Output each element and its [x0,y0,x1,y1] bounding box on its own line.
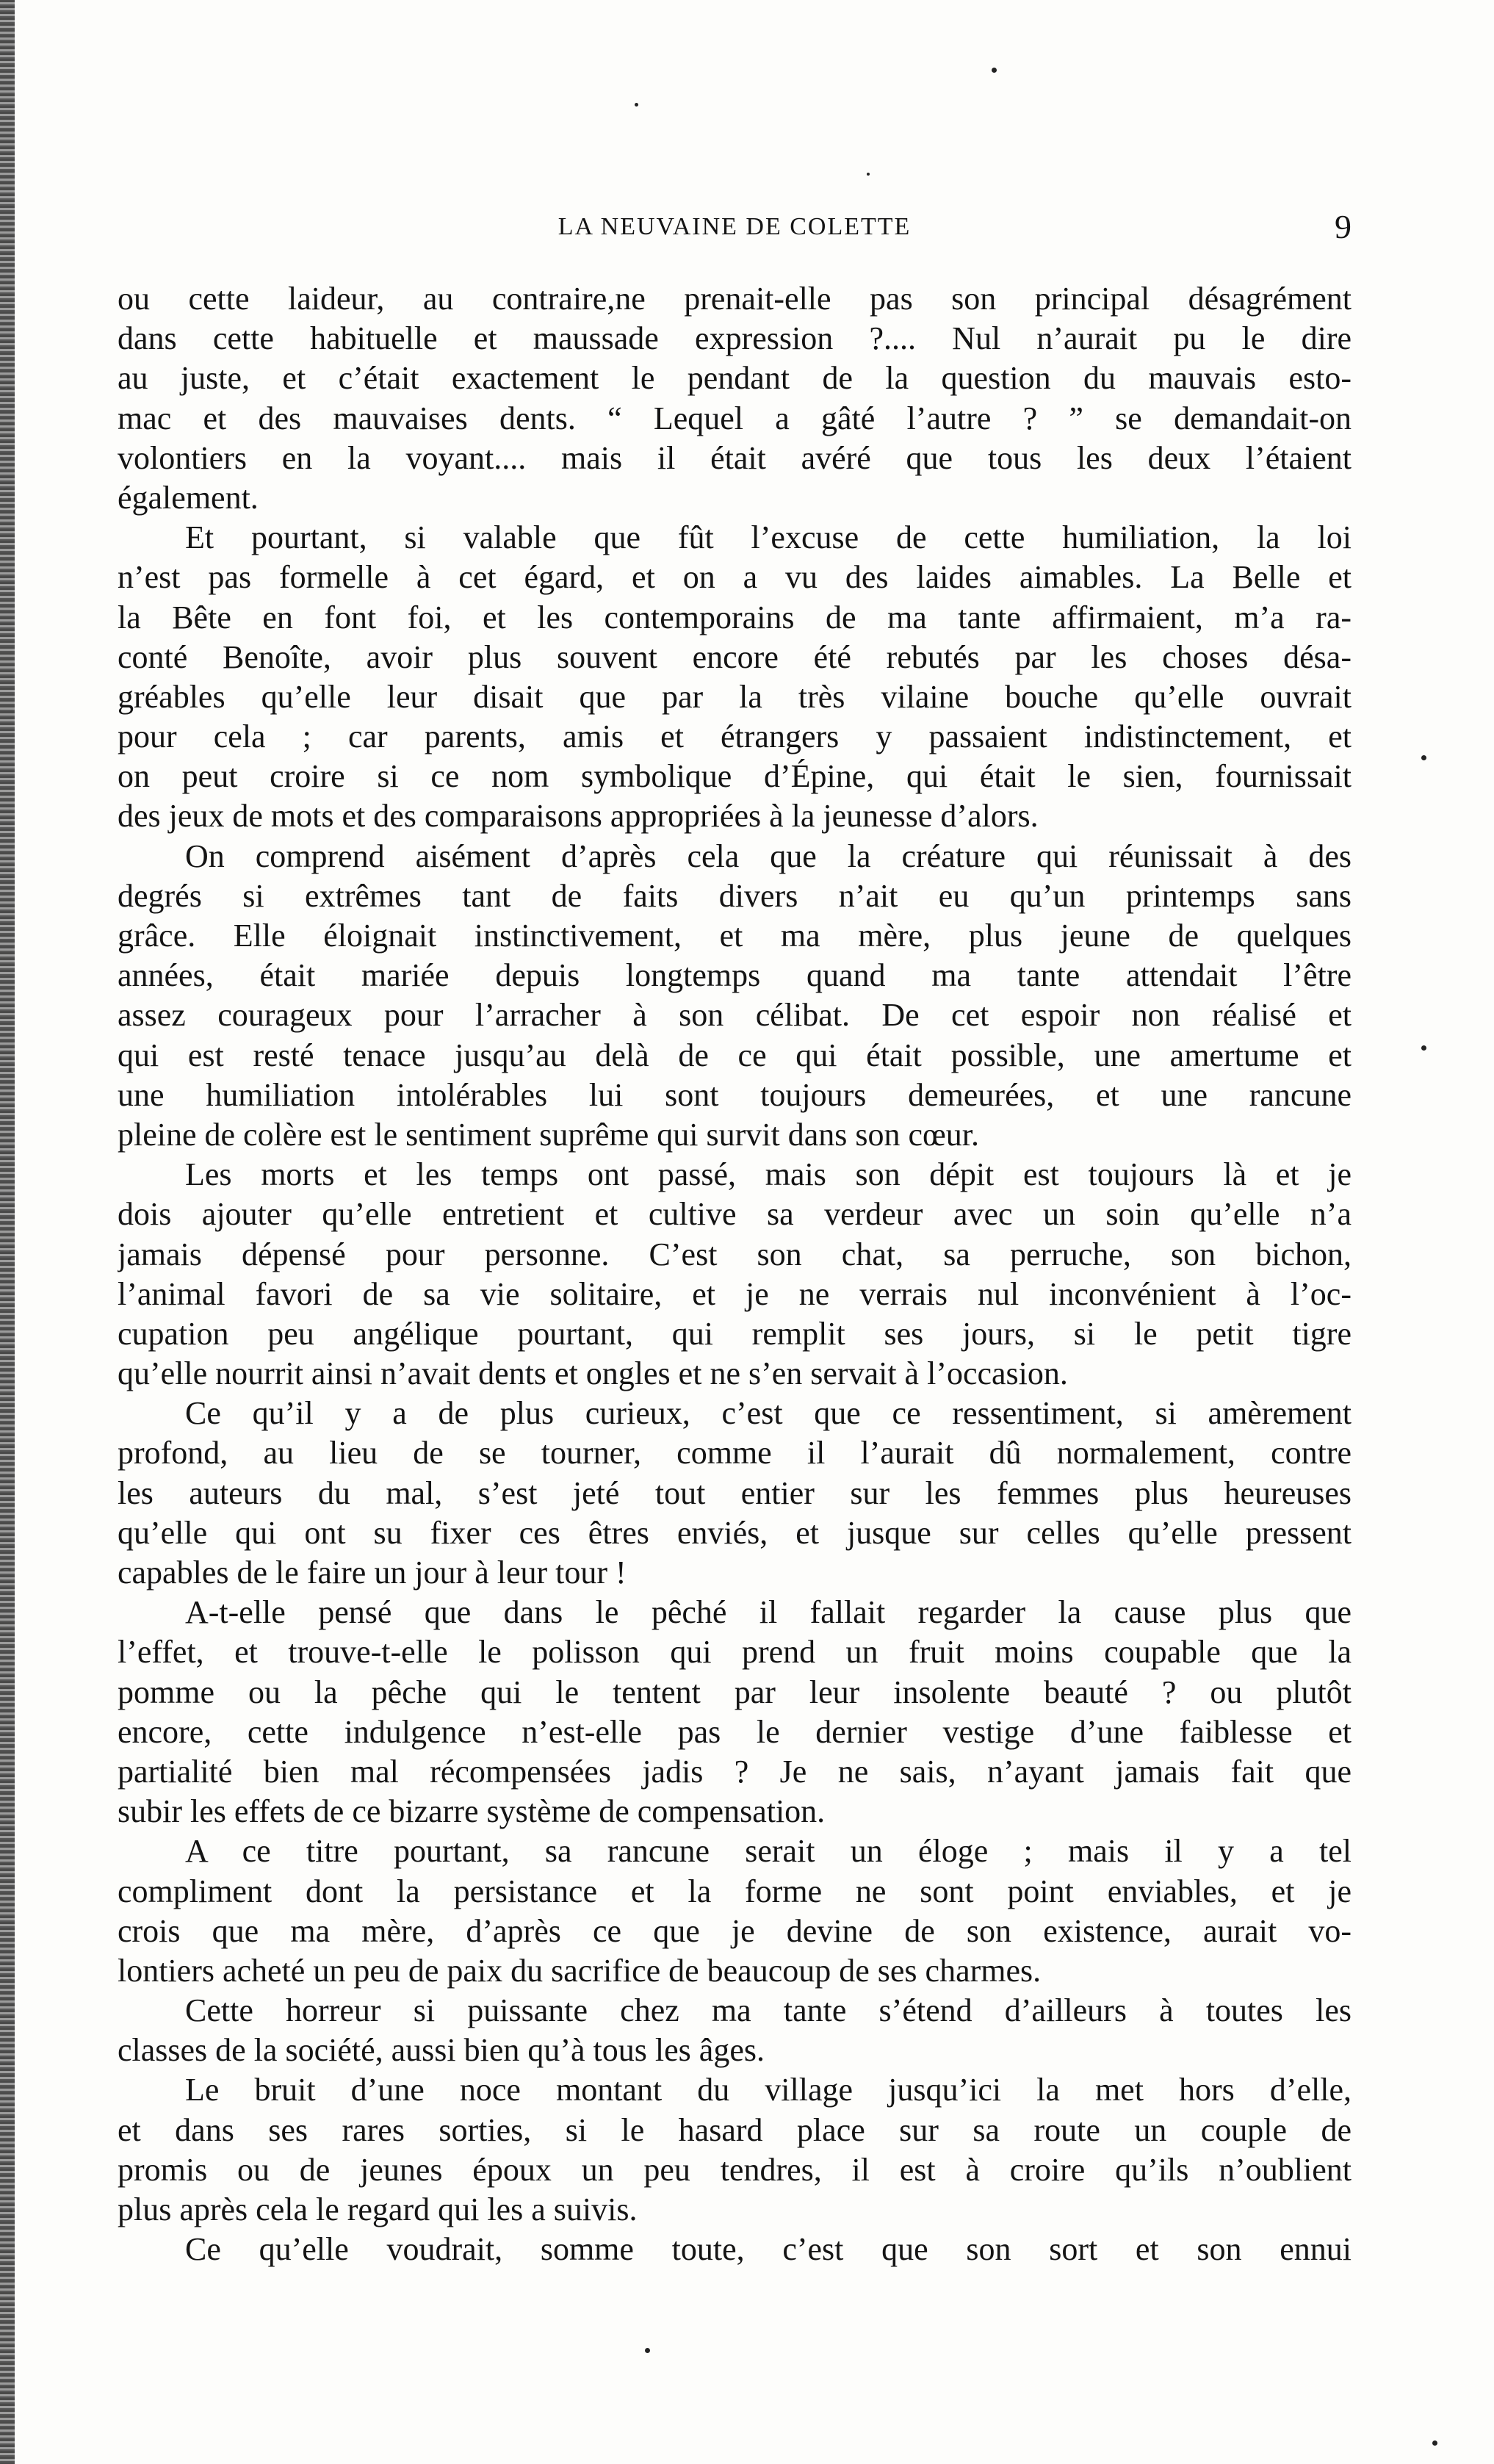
text-line: compliment dont la persistance et la forme ne sont point enviables, et je [118,1873,1352,1909]
body-text [118,279,1352,2269]
ink-speck [1421,755,1426,760]
ink-speck [635,103,638,107]
text-line: années, était mariée depuis longtemps quand ma tante attendait l’être [118,957,1352,994]
text-line: dans cette habituelle et maussade expression ?.... Nul n’aurait pu le dire [118,320,1352,357]
text-line: assez courageux pour l’arracher à son célibat. De cet espoir non réalisé et [118,997,1352,1034]
text-line: Ce qu’elle voudrait, somme toute, c’est que son sort et son ennui [185,2231,1352,2268]
text-line: qui est resté tenace jusqu’au delà de ce qui était possible, une amertume et [118,1037,1352,1073]
text-line: au juste, et c’était exactement le pendant de la question du mauvais esto- [118,360,1352,397]
ink-speck [1432,2440,1437,2446]
text-line: n’est pas formelle à cet égard, et on a vu des laides aimables. La Belle et [118,559,1352,596]
text-line: encore, cette indulgence n’est-elle pas le dernier vestige d’une faiblesse et [118,1713,1352,1750]
ink-speck [992,68,997,73]
text-line: Le bruit d’une noce montant du village jusqu’ici la met hors d’elle, [185,2072,1352,2108]
text-line: capables de le faire un jour à leur tour ! [118,1555,627,1591]
text-line: conté Benoîte, avoir plus souvent encore été rebutés par les choses désa- [118,638,1352,675]
text-line: des jeux de mots et des comparaisons appropriées à la jeunesse d’alors. [118,798,1039,835]
text-line: partialité bien mal récompensées jadis ? Je ne sais, n’ayant jamais fait que [118,1753,1352,1790]
text-line: l’animal favori de sa vie solitaire, et je ne verrais nul inconvénient à l’oc- [118,1275,1352,1312]
text-line: une humiliation intolérables lui sont toujours demeurées, et une rancune [118,1076,1352,1113]
text-line: dois ajouter qu’elle entretient et cultive sa verdeur avec un soin qu’elle n’a [118,1196,1352,1233]
text-line: gréables qu’elle leur disait que par la très vilaine bouche qu’elle ouvrait [118,678,1352,715]
text-line: l’effet, et trouve-t-elle le polisson qui prend un fruit moins coupable que la [118,1634,1352,1671]
running-head [118,207,1352,251]
text-line: grâce. Elle éloignait instinctivement, et ma mère, plus jeune de quelques [118,918,1352,954]
text-line: ou cette laideur, au contraire,ne prenait-elle pas son principal désagrément [118,281,1352,317]
text-line: pomme ou la pêche qui le tentent par leur insolente beauté ? ou plutôt [118,1674,1352,1710]
text-line: A-t-elle pensé que dans le pêché il fallait regarder la cause plus que [185,1594,1352,1631]
page-binding-edge [0,0,15,2464]
text-line: pleine de colère est le sentiment suprême qui survit dans son cœur. [118,1116,980,1153]
text-line: Les morts et les temps ont passé, mais son dépit est toujours là et je [185,1156,1352,1193]
text-line: classes de la société, aussi bien qu’à tous les âges. [118,2032,765,2069]
ink-speck [645,2348,650,2353]
text-line: volontiers en la voyant.... mais il était avéré que tous les deux l’étaient [118,439,1352,476]
text-line: profond, au lieu de se tourner, comme il l’aurait dû normalement, contre [118,1435,1352,1471]
text-line: cupation peu angélique pourtant, qui remplit ses jours, si le petit tigre [118,1315,1352,1352]
text-line: On comprend aisément d’après cela que la créature qui réunissait à des [185,837,1352,874]
text-line: qu’elle qui ont su fixer ces êtres enviés, et jusque sur celles qu’elle pressent [118,1514,1352,1551]
text-line: les auteurs du mal, s’est jeté tout entier sur les femmes plus heureuses [118,1474,1352,1511]
text-line: et dans ses rares sorties, si le hasard place sur sa route un couple de [118,2111,1352,2148]
page-number: 9 [1335,208,1352,245]
text-line: Cette horreur si puissante chez ma tante s’étend d’ailleurs à toutes les [185,1992,1352,2029]
text-line: subir les effets de ce bizarre système de compensation. [118,1793,826,1830]
ink-speck [1421,1045,1426,1051]
text-line: plus après cela le regard qui les a suivis. [118,2191,638,2227]
text-line: pour cela ; car parents, amis et étrangers y passaient indistinctement, et [118,718,1352,755]
text-line: Ce qu’il y a de plus curieux, c’est que ce ressentiment, si amèrement [185,1395,1352,1432]
text-line: qu’elle nourrit ainsi n’avait dents et ongles et ne s’en servait à l’occasion. [118,1355,1068,1392]
text-line: A ce titre pourtant, sa rancune serait un éloge ; mais il y a tel [185,1833,1352,1870]
text-line: également. [118,479,259,516]
text-line: crois que ma mère, d’après ce que je devine de son existence, aurait vo- [118,1912,1352,1949]
text-line: on peut croire si ce nom symbolique d’Épine, qui était le sien, fournissait [118,758,1352,795]
text-line: jamais dépensé pour personne. C’est son chat, sa perruche, son bichon, [118,1236,1352,1272]
text-line: lontiers acheté un peu de paix du sacrifice de beaucoup de ses charmes. [118,1952,1042,1989]
running-title: LA NEUVAINE DE COLETTE [557,213,912,240]
text-line: degrés si extrêmes tant de faits divers n’ait eu qu’un printemps sans [118,877,1352,914]
text-line: la Bête en font foi, et les contemporains de ma tante affirmaient, m’a ra- [118,599,1352,635]
text-line: promis ou de jeunes époux un peu tendres, il est à croire qu’ils n’oublient [118,2151,1352,2188]
text-line: Et pourtant, si valable que fût l’excuse de cette humiliation, la loi [185,519,1352,556]
text-line: mac et des mauvaises dents. “ Lequel a gâté l’autre ? ” se demandait-on [118,400,1352,436]
ink-speck [867,173,870,176]
